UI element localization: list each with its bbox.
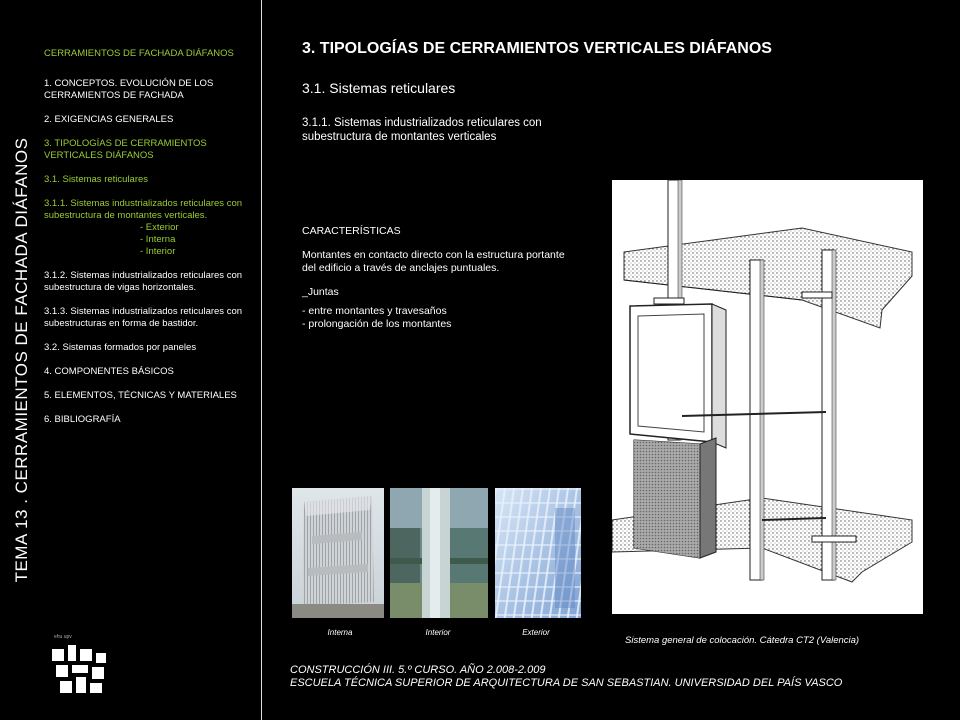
sidebar-item-interna[interactable]: - Interna	[140, 234, 176, 245]
sidebar-item-vigas[interactable]: 3.1.2. Sistemas industrializados reticulares con subestructura de vigas horizontales.	[44, 270, 243, 293]
vertical-title-area	[0, 0, 40, 720]
footer-course: CONSTRUCCIÓN III. 5.º CURSO. AÑO 2.008-2.009	[290, 664, 546, 676]
characteristics-heading: CARACTERÍSTICAS	[302, 225, 401, 237]
sidebar-item-exigencias[interactable]: 2. EXIGENCIAS GENERALES	[44, 114, 174, 125]
joints-item: - entre montantes y travesaños	[302, 305, 447, 317]
characteristics-block	[302, 225, 572, 331]
vertical-divider	[261, 0, 262, 720]
sidebar-item-componentes[interactable]: 4. COMPONENTES BÁSICOS	[44, 366, 174, 377]
sidebar-item-montantes[interactable]: 3.1.1. Sistemas industrializados reticulares con subestructura de montantes verticales.	[44, 198, 243, 221]
sidebar-item-bastidor[interactable]: 3.1.3. Sistemas industrializados reticulares con subestructuras en forma de bastidor.	[44, 306, 243, 329]
sidebar-item-interior[interactable]: - Interior	[140, 246, 176, 257]
joints-item: - prolongación de los montantes	[302, 318, 452, 330]
vertical-title: TEMA 13 . CERRAMIENTOS DE FACHADA DIÁFANOS	[12, 137, 31, 583]
photo-caption-interna: Interna	[327, 628, 353, 637]
glass-grid-photo	[495, 488, 581, 618]
glass-mullion-photo	[390, 488, 488, 618]
photo-caption-interior: Interior	[425, 628, 451, 637]
footer-school: ESCUELA TÉCNICA SUPERIOR DE ARQUITECTURA DE SAN SEBASTIAN. UNIVERSIDAD DEL PAÍS VASCO	[290, 677, 843, 689]
sidebar-item-paneles[interactable]: 3.2. Sistemas formados por paneles	[44, 342, 197, 353]
facade-diagram	[612, 180, 923, 614]
university-logo	[50, 634, 110, 704]
sidebar-item-tipologias[interactable]: 3. TIPOLOGÍAS DE CERRAMIENTOS VERTICALES DIÁFANOS	[44, 138, 207, 161]
logo-text: ehu upv	[54, 634, 72, 640]
mullion-system-drawing	[612, 180, 923, 614]
sidebar-item-bibliografia[interactable]: 6. BIBLIOGRAFÍA	[44, 414, 121, 425]
photo-caption-exterior: Exterior	[522, 628, 550, 637]
sidebar-heading: CERRAMIENTOS DE FACHADA DIÁFANOS	[44, 48, 234, 59]
sidebar-item-conceptos[interactable]: 1. CONCEPTOS. EVOLUCIÓN DE LOS CERRAMIENTOS DE FACHADA	[44, 78, 214, 101]
footer	[290, 664, 842, 690]
joints-heading: _Juntas	[302, 286, 339, 298]
characteristics-text: Montantes en contacto directo con la estructura portante del edificio a través de anclajes puntuales.	[302, 249, 565, 274]
logo-icon	[50, 643, 110, 699]
sidebar	[44, 48, 259, 438]
sidebar-item-sistemas-reticulares[interactable]: 3.1. Sistemas reticulares	[44, 174, 149, 185]
diagram-caption: Sistema general de colocación. Cátedra CT2 (Valencia)	[625, 635, 860, 646]
section-title: 3.1. Sistemas reticulares	[302, 80, 456, 96]
building-facade-photo	[292, 488, 384, 618]
subsection-title: 3.1.1. Sistemas industrializados reticulares con subestructura de montantes verticales	[302, 117, 542, 143]
page-title: 3. TIPOLOGÍAS DE CERRAMIENTOS VERTICALES DIÁFANOS	[302, 40, 772, 57]
sidebar-item-elementos[interactable]: 5. ELEMENTOS, TÉCNICAS Y MATERIALES	[44, 390, 237, 401]
sidebar-item-exterior[interactable]: - Exterior	[140, 222, 179, 233]
